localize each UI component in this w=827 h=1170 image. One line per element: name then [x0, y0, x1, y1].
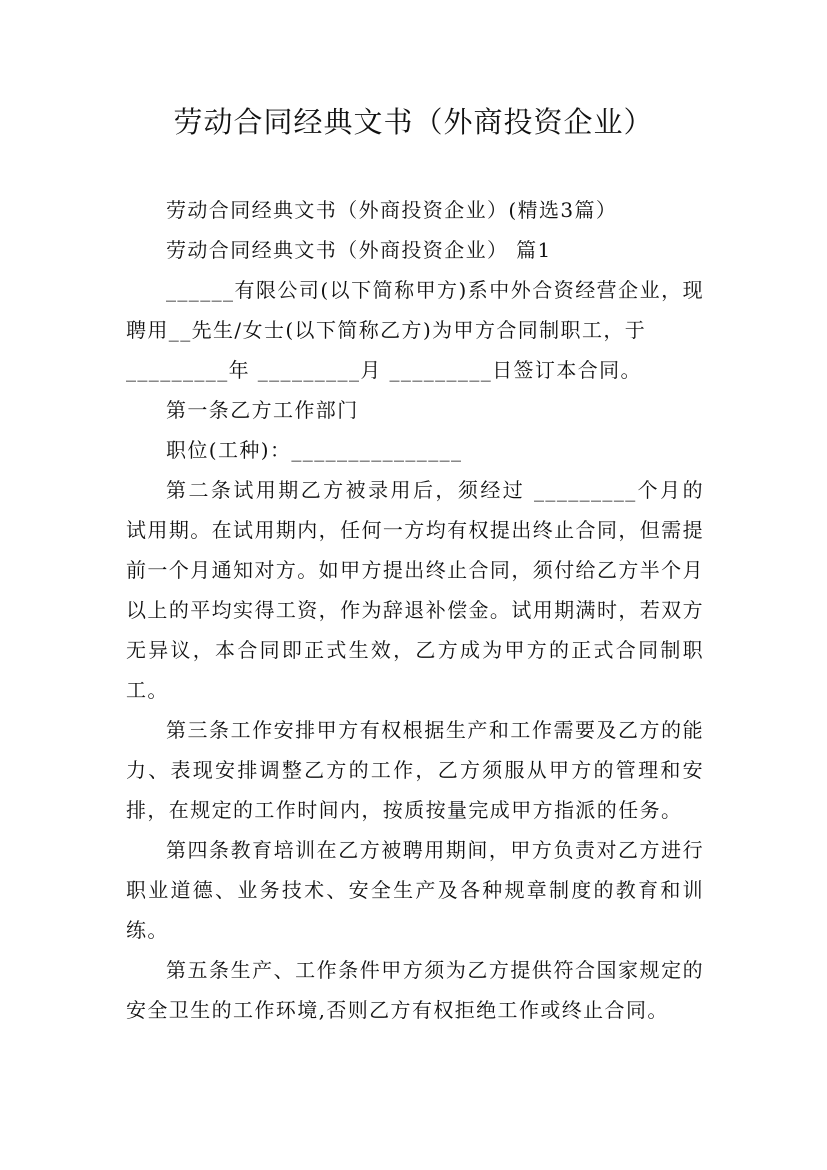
paragraph-article-1: 第一条乙方工作部门: [166, 398, 359, 422]
paragraph-sign-date: _________年 _________月 _________日签订本合同。: [126, 358, 642, 382]
paragraph-article-3: 第三条工作安排甲方有权根据生产和工作需要及乙方的能力、表现安排调整乙方的工作，乙方须服从甲方的管理和安排，在规定的工作时间内，按质按量完成甲方指派的任务。: [126, 718, 704, 822]
paragraph-article-5: 第五条生产、工作条件甲方须为乙方提供符合国家规定的安全卫生的工作环境,否则乙方有权拒绝工作或终止合同。: [126, 958, 704, 1022]
paragraph-article-4: 第四条教育培训在乙方被聘用期间，甲方负责对乙方进行职业道德、业务技术、安全生产及各种规章制度的教育和训练。: [126, 838, 704, 942]
paragraph-subtitle: 劳动合同经典文书（外商投资企业）(精选3篇）: [166, 198, 618, 222]
document-body: [126, 190, 704, 1030]
paragraph-intro: ______有限公司(以下简称甲方)系中外合资经营企业，现聘用__先生/女士(以下简称乙方)为甲方合同制职工，于: [126, 278, 704, 342]
paragraph-section-heading: 劳动合同经典文书（外商投资企业） 篇1: [166, 238, 552, 262]
document-title: 劳动合同经典文书（外商投资企业）: [173, 105, 654, 139]
paragraph-article-2: 第二条试用期乙方被录用后，须经过 _________个月的试用期。在试用期内，任何一方均有权提出终止合同，但需提前一个月通知对方。如甲方提出终止合同，须付给乙方半个月以上的平均实得工资，作为辞退补偿金。试用期满时，若双方无异议，本合同即正式生效，乙方成为甲方的正式合同制职工。: [126, 478, 704, 702]
paragraph-position: 职位(工种)：_______________: [166, 438, 463, 462]
